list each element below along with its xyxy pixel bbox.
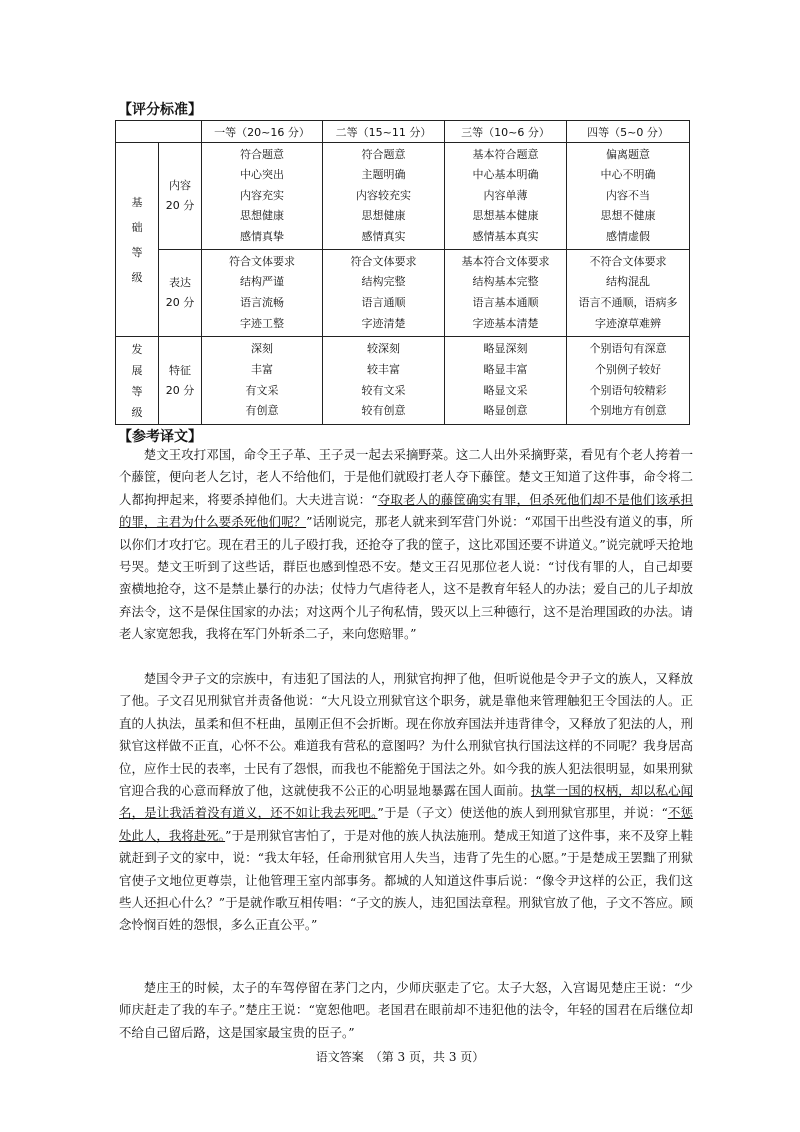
table-cell: 语言基本通顺: [472, 296, 539, 309]
basic-level-text: 基础等级: [131, 195, 143, 284]
table-cell: 结构完整: [361, 275, 406, 289]
grade-header-1: 一等（20~16 分）: [202, 121, 323, 143]
table-cell: 字迹潦草难辨: [595, 316, 661, 330]
table-cell: 语言通顺: [361, 296, 406, 309]
table-cell: 结构基本完整: [472, 275, 539, 289]
content-grade-3: [445, 143, 567, 250]
expression-grade-3: [445, 250, 567, 337]
table-cell: 感情真挚: [240, 229, 284, 243]
page-footer: 语文答案 （第 3 页，共 3 页）: [315, 1050, 485, 1064]
table-cell: 个别语句有深意: [589, 342, 667, 356]
table-cell: 深刻: [251, 342, 273, 356]
paragraph-text: ”于是（子文）使送他的族人到刑狱官那里，并说：“: [377, 805, 668, 821]
scoring-table: [115, 120, 690, 425]
dev-level-text: 发展等级: [131, 342, 143, 419]
table-cell: 个别语句较精彩: [589, 383, 667, 397]
table-cell: 中心不明确: [600, 168, 656, 182]
paragraph-text: 楚庄王的时候，太子的车驾停留在茅门之内，少师庆驱走了它。太子大怒，入宫谒见楚庄王说：“少师庆赶走了我的车子。”楚庄王说：“宽恕他吧。老国君在眼前却不违犯他的法令，年轻的国君在后继位却不给自己留后路，这是国家最宝贵的臣子。”: [119, 980, 693, 1040]
grade-header-3: 三等（10~6 分）: [445, 121, 567, 143]
feature-grade-3: [445, 337, 567, 425]
table-cell: 内容不当: [606, 188, 650, 202]
feature-grade-4: [567, 337, 690, 425]
table-cell: 有创意: [245, 404, 279, 418]
scoring-standard-heading: 【评分标准】: [118, 102, 202, 118]
table-cell: 思想健康: [361, 209, 406, 223]
expression-grade-2: [323, 250, 445, 337]
table-cell: 中心基本明确: [472, 168, 539, 182]
table-cell: 符合文体要求: [229, 254, 295, 268]
table-cell: 丰富: [251, 362, 273, 376]
feature-grade-2: [323, 337, 445, 425]
table-cell: 略显深刻: [483, 342, 528, 356]
table-cell: 思想基本健康: [472, 209, 539, 223]
feature-row-label: [159, 337, 202, 425]
underlined-text: 执掌一国的权柄，却以私心闻名，是让我活着没有道义，还不如让我去死吧。: [119, 783, 694, 821]
table-cell: 符合题意: [361, 147, 406, 161]
table-cell: 基本符合文体要求: [461, 254, 550, 268]
dev-level-label: [116, 337, 159, 425]
content-grade-4: [567, 143, 690, 250]
table-corner: [116, 121, 202, 143]
paragraph-text: 楚国令尹子文的宗族中，有违犯了国法的人，刑狱官拘押了他，但听说他是令尹子文的族人，又释放了他。子文召见刑狱官并责备他说：“大凡设立刑狱官这个职务，就是靠他来管理触犯王令国法的人。正直的人执法，虽柔和但不枉曲，虽刚正但不会折断。现在你放弃国法并违背律令，又释放了犯法的人，刑狱官这样做不正直，心怀不公。难道我有营私的意图吗？为什么刑狱官执行国法这样的不同呢？我身居高位，应作士民的表率，士民有了怨恨，而我也不能豁免于国法之外。如今我的族人犯法很明显，如果刑狱官迎合我的心意而释放了他，这就使我不公正的心明显地暴露在国人面前。: [119, 671, 693, 799]
table-cell: 个别例子较好: [595, 362, 661, 376]
expression-row-label: [159, 250, 202, 337]
grade-header-2: 二等（15~11 分）: [323, 121, 445, 143]
expression-grade-1: [202, 250, 323, 337]
table-cell: 思想健康: [240, 209, 284, 223]
feature-label-text: 特征 20 分: [165, 363, 195, 397]
table-cell: 不符合文体要求: [589, 254, 667, 268]
table-cell: 较有创意: [361, 404, 406, 418]
table-cell: 内容充实: [240, 188, 284, 202]
table-cell: 较丰富: [367, 362, 400, 376]
table-cell: 符合文体要求: [350, 254, 417, 268]
feature-grade-1: [202, 337, 323, 425]
paragraph-text: 楚文王攻打邓国，命令王子革、王子灵一起去采摘野菜。这二人出外采摘野菜，看见有个老人挎着一个藤筐，便向老人乞讨，老人不给他们，于是他们就殴打老人夺下藤筐。楚文王知道了这件事，命令将二人都拘押起来，将要杀掉他们。大夫进言说：“: [119, 447, 693, 507]
content-grade-2: [323, 143, 445, 250]
table-cell: 结构严谨: [240, 275, 284, 289]
table-cell: 基本符合题意: [472, 147, 539, 161]
underlined-text: 夺取老人的藤筐确实有罪，但杀死他们却不是他们该承担的罪，主君为什么要杀死他们呢？: [119, 491, 694, 530]
grade-header-4: 四等（5~0 分）: [567, 121, 690, 143]
table-cell: 中心突出: [240, 168, 284, 182]
table-cell: 语言流畅: [240, 296, 284, 309]
table-cell: 字迹清楚: [361, 316, 406, 330]
table-cell: 略显丰富: [483, 362, 528, 376]
table-cell: 感情虚假: [606, 229, 650, 243]
table-cell: 内容较充实: [356, 188, 411, 202]
table-cell: 结构混乱: [606, 275, 650, 289]
paragraph-text: ”话刚说完，那老人就来到军营门外说：“邓国干出些没有道义的事，所以你们才攻打它。现在君王的儿子殴打我，还抢夺了我的筐子，这比邓国还要不讲道义。”说完就呼天抢地号哭。楚文王听到了这些话，群臣也感到惶恐不安。楚文王召见那位老人说：“讨伐有罪的人，自己却要蛮横地抢夺，这不是禁止暴行的办法；仗恃力气虐待老人，这不是教育年轻人的办法；爱自己的儿子却放弃法令，这不是保住国家的办法；对这两个儿子徇私情，毁灭以上三种德行，这不是治理国政的办法。请老人家宽恕我，我将在军门外斩杀二子，来向您赔罪。”: [119, 514, 694, 642]
content-row-label: [159, 143, 202, 250]
table-cell: 略显创意: [483, 404, 528, 418]
table-cell: 语言不通顺，语病多: [578, 296, 678, 309]
table-cell: 略显文采: [483, 383, 528, 397]
table-cell: 感情真实: [361, 229, 406, 243]
table-cell: 感情基本真实: [472, 229, 539, 243]
expression-grade-4: [567, 250, 690, 337]
expression-label-text: 表达 20 分: [165, 276, 195, 309]
table-cell: 偏离题意: [606, 147, 650, 161]
table-cell: 内容单薄: [483, 188, 528, 202]
table-cell: 个别地方有创意: [589, 404, 667, 418]
basic-level-label: [116, 143, 159, 337]
table-cell: 符合题意: [240, 147, 284, 161]
table-cell: 较有文采: [361, 383, 406, 397]
reference-translation-heading: 【参考译文】: [118, 429, 202, 445]
paragraph-text: ”于是刑狱官害怕了，于是对他的族人执法施刑。楚成王知道了这件事，来不及穿上鞋就赶到子文的家中，说：“我太年轻，任命刑狱官用人失当，违背了先生的心愿。”于是楚成王罢黜了刑狱官使子文地位更尊崇，让他管理王室内部事务。都城的人知道这件事后说：“像令尹这样的公正，我们这些人还担心什么？”于是就作歌互相传唱：“子文的族人，违犯国法章程。刑狱官放了他，子文不答应。顾念怜悯百姓的怨恨，多么正直公平。”: [119, 827, 693, 933]
translation-paragraph-1: [119, 444, 693, 646]
content-grade-1: [202, 143, 323, 250]
table-cell: 有文采: [245, 383, 279, 397]
table-cell: 较深刻: [367, 342, 400, 356]
table-cell: 字迹基本清楚: [472, 316, 539, 330]
table-cell: 主题明确: [361, 168, 406, 182]
table-cell: 字迹工整: [240, 316, 284, 330]
underlined-text: 不惩处此人，我将赴死。: [119, 805, 693, 843]
translation-paragraph-3: [119, 977, 693, 1044]
content-label-text: 内容 20 分: [165, 179, 195, 212]
table-cell: 思想不健康: [600, 209, 656, 223]
translation-paragraph-2: [119, 668, 693, 937]
